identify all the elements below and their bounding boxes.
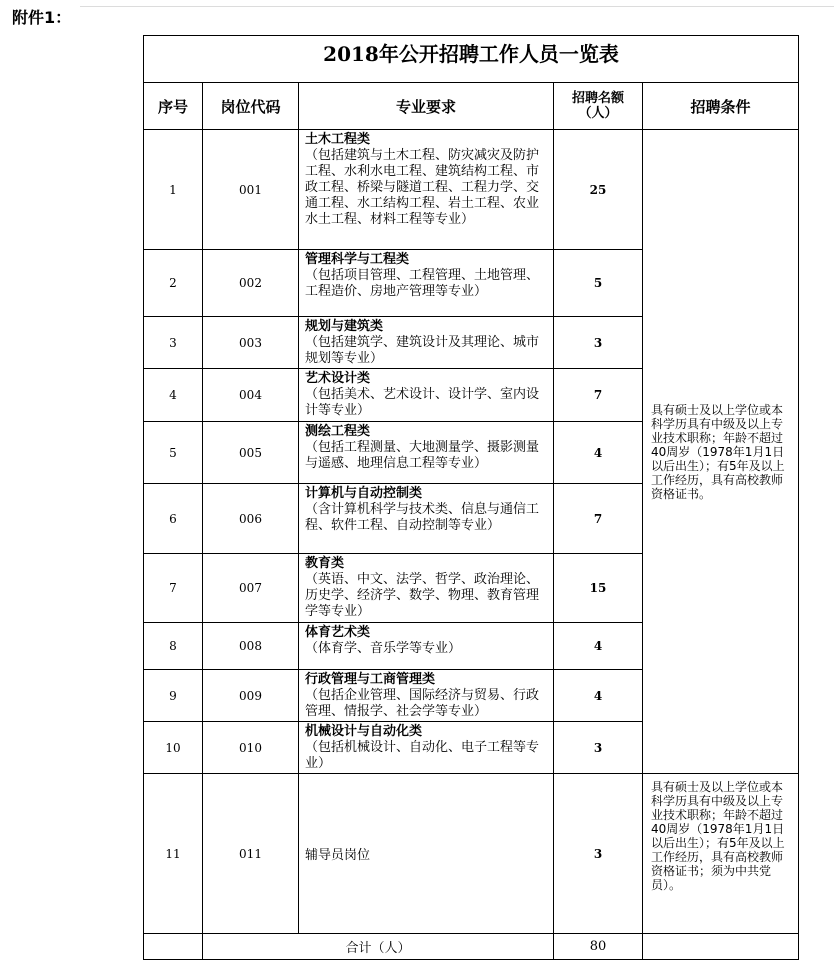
total-empty-2 bbox=[643, 934, 799, 960]
row-code: 002 bbox=[203, 250, 299, 317]
row-major: 辅导员岗位 bbox=[299, 774, 554, 934]
major-description: （包括建筑与土木工程、防灾减灾及防护工程、水利水电工程、建筑结构工程、市政工程、桥梁与隧道工程、工程力学、交通工程、水工结构工程、岩土工程、农业水土工程、材料工程等专业） bbox=[305, 148, 540, 227]
row-seq: 6 bbox=[144, 484, 203, 554]
counselor-conditions: 具有硕士及以上学位或本科学历具有中级及以上专业技术职称；年龄不超过40周岁（1978年1月1日以后出生）；有5年及以上工作经历，具有高校教师资格证书；须为中共党员）。 bbox=[643, 774, 799, 934]
row-major bbox=[299, 369, 554, 422]
major-description: （含计算机科学与技术类、信息与通信工程、软件工程、自动控制等专业） bbox=[305, 502, 540, 533]
major-description: （包括机械设计、自动化、电子工程等专业） bbox=[305, 740, 540, 771]
header-code: 岗位代码 bbox=[203, 83, 299, 130]
major-description: （英语、中文、法学、哲学、政治理论、历史学、经济学、数学、物理、教育管理学等专业） bbox=[305, 572, 540, 619]
row-major bbox=[299, 130, 554, 250]
row-code: 006 bbox=[203, 484, 299, 554]
row-seq: 11 bbox=[144, 774, 203, 934]
major-category: 教育类 bbox=[305, 556, 345, 571]
row-seq: 8 bbox=[144, 623, 203, 670]
row-seq: 5 bbox=[144, 422, 203, 484]
row-seq: 4 bbox=[144, 369, 203, 422]
major-description: （包括工程测量、大地测量学、摄影测量与遥感、地理信息工程等专业） bbox=[305, 440, 540, 471]
row-seq: 1 bbox=[144, 130, 203, 250]
row-code: 007 bbox=[203, 554, 299, 623]
row-major bbox=[299, 484, 554, 554]
header-quota-line2: （人） bbox=[578, 106, 618, 121]
major-category: 体育艺术类 bbox=[305, 625, 371, 640]
row-count: 3 bbox=[554, 774, 643, 934]
major-category: 土木工程类 bbox=[305, 132, 371, 147]
header-quota-line1: 招聘名额 bbox=[571, 91, 624, 106]
major-description: （包括建筑学、建筑设计及其理论、城市规划等专业） bbox=[305, 335, 540, 366]
table-row bbox=[144, 774, 799, 934]
total-row bbox=[144, 934, 799, 960]
attachment-label: 附件1： bbox=[12, 8, 72, 27]
major-description: （包括项目管理、工程管理、土地管理、工程造价、房地产管理等专业） bbox=[305, 268, 540, 299]
row-code: 003 bbox=[203, 317, 299, 369]
header-seq: 序号 bbox=[144, 83, 203, 130]
top-divider bbox=[80, 6, 834, 7]
recruitment-table bbox=[143, 35, 799, 960]
row-seq: 3 bbox=[144, 317, 203, 369]
row-major bbox=[299, 722, 554, 774]
row-count: 4 bbox=[554, 670, 643, 722]
row-count: 25 bbox=[554, 130, 643, 250]
total-empty-1 bbox=[144, 934, 203, 960]
row-count: 15 bbox=[554, 554, 643, 623]
row-count: 3 bbox=[554, 317, 643, 369]
row-count: 3 bbox=[554, 722, 643, 774]
major-category: 行政管理与工商管理类 bbox=[305, 672, 436, 687]
header-major: 专业要求 bbox=[299, 83, 554, 130]
row-count: 7 bbox=[554, 484, 643, 554]
row-seq: 2 bbox=[144, 250, 203, 317]
row-seq: 9 bbox=[144, 670, 203, 722]
major-category: 规划与建筑类 bbox=[305, 319, 384, 334]
header-row bbox=[144, 83, 799, 130]
row-major bbox=[299, 670, 554, 722]
row-code: 011 bbox=[203, 774, 299, 934]
major-category: 艺术设计类 bbox=[305, 371, 371, 386]
row-seq: 7 bbox=[144, 554, 203, 623]
common-conditions: 具有硕士及以上学位或本科学历具有中级及以上专业技术职称；年龄不超过40周岁（1978年1月1日以后出生）；有5年及以上工作经历，具有高校教师资格证书。 bbox=[643, 130, 799, 774]
row-major bbox=[299, 422, 554, 484]
row-code: 009 bbox=[203, 670, 299, 722]
row-count: 7 bbox=[554, 369, 643, 422]
row-seq: 10 bbox=[144, 722, 203, 774]
row-code: 008 bbox=[203, 623, 299, 670]
major-category: 管理科学与工程类 bbox=[305, 252, 410, 267]
row-code: 010 bbox=[203, 722, 299, 774]
total-label: 合计（人） bbox=[203, 934, 554, 960]
total-count: 80 bbox=[554, 934, 643, 960]
row-major bbox=[299, 317, 554, 369]
major-description: （包括美术、艺术设计、设计学、室内设计等专业） bbox=[305, 387, 540, 418]
major-description: （包括企业管理、国际经济与贸易、行政管理、情报学、社会学等专业） bbox=[305, 688, 540, 719]
row-code: 001 bbox=[203, 130, 299, 250]
row-code: 004 bbox=[203, 369, 299, 422]
row-count: 4 bbox=[554, 623, 643, 670]
table-row bbox=[144, 130, 799, 250]
row-major bbox=[299, 250, 554, 317]
major-category: 测绘工程类 bbox=[305, 424, 371, 439]
row-count: 4 bbox=[554, 422, 643, 484]
row-code: 005 bbox=[203, 422, 299, 484]
table-title: 2018年公开招聘工作人员一览表 bbox=[144, 36, 799, 83]
major-description: （体育学、音乐学等专业） bbox=[305, 641, 462, 656]
header-quota bbox=[554, 83, 643, 130]
major-category: 计算机与自动控制类 bbox=[305, 486, 423, 501]
major-category: 机械设计与自动化类 bbox=[305, 724, 423, 739]
row-count: 5 bbox=[554, 250, 643, 317]
row-major bbox=[299, 554, 554, 623]
header-conditions: 招聘条件 bbox=[643, 83, 799, 130]
row-major bbox=[299, 623, 554, 670]
